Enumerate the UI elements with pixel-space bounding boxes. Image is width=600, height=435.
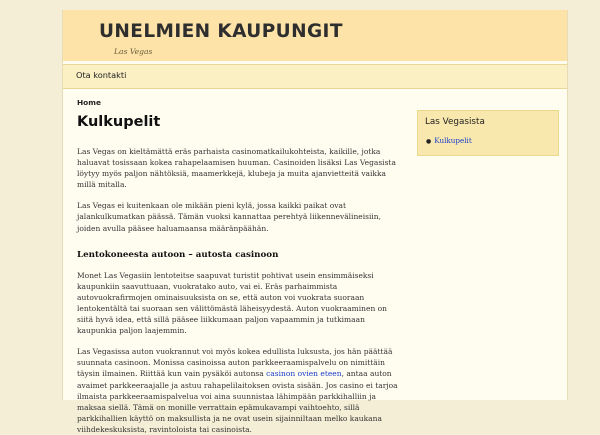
paragraph-car-rental: Monet Las Vegasiin lentoteitse saapuvat turistit pohtivat usein ensimmäiseksi kaupunkiin saavuttuaan, vuokratako auto, vai ei. Eräs parhaimmista autovuokrafirmojen ominaisuuksista on se, että auton voi vuokrata suoraan lentokentältä tai suoraan sen välittömästä läheisyydestä. Auton vuokraaminen on siitä hyvä idea, että sillä pääsee liikkumaan paljon vapaammin ja tutkimaan kaupunkia paljon laajemmin. (77, 270, 388, 336)
casino-link[interactable]: casinon ovien eteen (266, 369, 342, 379)
site-description: Las Vegas (114, 47, 153, 56)
nav-item-ota-kontakti[interactable]: Ota kontakti (76, 70, 127, 80)
main-content (77, 114, 404, 435)
section-heading: Lentokoneesta autoon – autosta casinoon (77, 249, 279, 260)
paragraph-intro: Las Vegas on kieltämättä eräs parhaista casinomatkailukohteista, kaikille, jotka haluavat tosissaan kokea rahapelaamisen huuman. Casinoiden lisäksi Las Vegasista löytyy myös paljon nähtöksiä, maamerkkejä, klubeja ja muita ajanvietteitä vaikka millä mitalla. (77, 147, 396, 190)
page-container (62, 10, 568, 434)
site-title[interactable]: UNELMIEN KAUPUNGIT (99, 21, 343, 42)
page-title: Kulkupelit (77, 114, 161, 130)
sidebar-title: Las Vegasista (425, 117, 485, 127)
paragraph-text-start: Las Vegasissa auton vuokrannut voi myös kokea edullista luksusta, jos hän päättää suunnata casinoon. Monissa casinoissa auton parkkeeraamispalvelu on nimittäin täysin ilmainen. Riittää kun vain pysäköi autonsa (77, 347, 393, 379)
bullet-icon: ● (426, 138, 432, 145)
site-header (63, 10, 567, 61)
sidebar-item-label: Kulkupelit (434, 136, 472, 145)
sidebar-item-kulkupelit[interactable] (426, 136, 472, 145)
paragraph-text-end: , antaa auton avaimet parkkeeraajalle ja astuu rahapelilaitoksen ovista sisään. Jos casino ei tarjoa ilmaista parkkeeraamispalvelua voi aina suunnistaa lähimpään parkkihalliin ja maksaa siellä. Tämä on monille verrattain epämukavampi vaihtoehto, sillä parkkihallien käyttö on maksullista ja ne ovat usein sijainniltaan melko kaukana viihdekeskuksista, ravintoloista tai casinoista. (77, 369, 398, 434)
paragraph-transport: Las Vegas ei kuitenkaan ole mikään pieni kylä, jossa kaikki paikat ovat jalankulkumatkan päässä. Tämän vuoksi kannattaa perehtyä liikennevälineisiin, joiden avulla pääsee haluamaansa määränpäähän. (77, 201, 381, 233)
sidebar-list (426, 136, 472, 145)
breadcrumb[interactable]: Home (77, 98, 101, 107)
paragraph-casino-parking (77, 346, 404, 435)
main-navigation (63, 64, 567, 89)
sidebar-widget (417, 110, 559, 156)
